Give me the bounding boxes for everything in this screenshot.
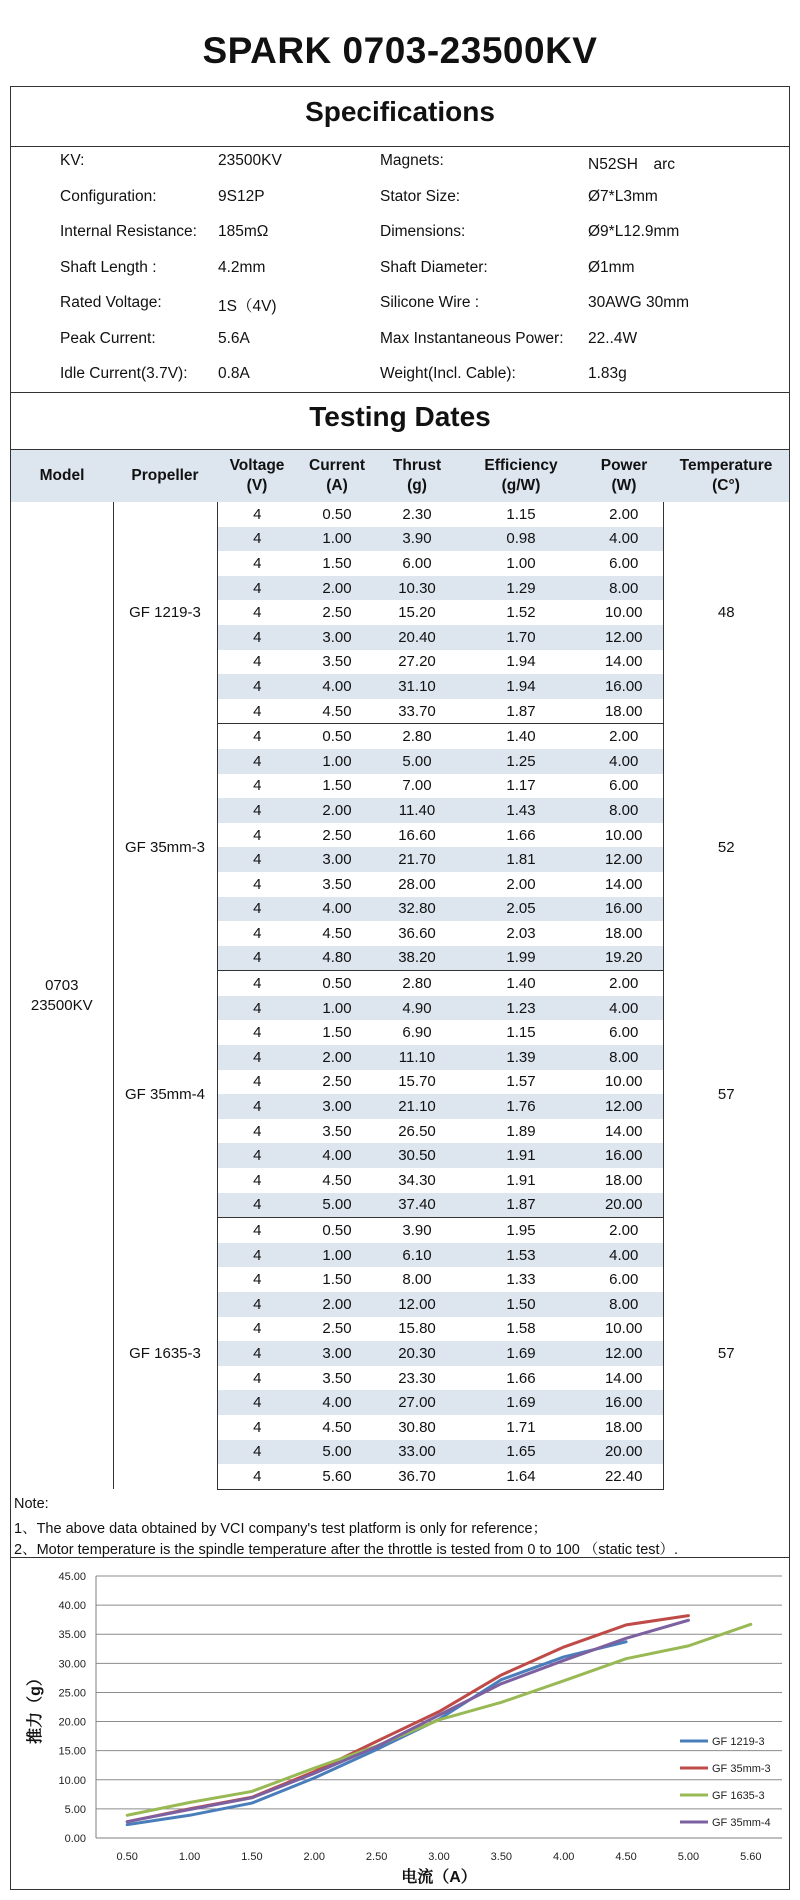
- table-cell: 15.20: [398, 604, 436, 622]
- table-cell: 1.95: [506, 1222, 536, 1240]
- table-cell: 12.00: [585, 1341, 663, 1366]
- table-cell: 3.90: [402, 1222, 432, 1240]
- column-header: Propeller: [113, 450, 217, 502]
- spec-value: Ø9*L12.9mm: [588, 223, 680, 240]
- table-cell: 1.69: [457, 1341, 585, 1366]
- note-line-1: 1、The above data obtained by VCI company's test platform is only for reference；: [14, 1521, 548, 1537]
- table-cell: 1.57: [506, 1073, 536, 1091]
- table-cell: 2.03: [506, 924, 536, 942]
- table-cell: 4: [253, 1171, 262, 1189]
- table-cell: 4.00: [585, 996, 663, 1021]
- table-cell: 1.15: [506, 1024, 536, 1042]
- table-cell: 2.50: [322, 826, 352, 844]
- table-cell: 4: [253, 505, 262, 523]
- x-axis-label: 电流（A）: [401, 1869, 477, 1886]
- table-cell: 6.00: [402, 554, 432, 572]
- table-cell: 4: [253, 728, 262, 746]
- spec-value: N52SH arc: [588, 156, 675, 173]
- table-cell: 31.10: [377, 674, 457, 699]
- table-cell: 27.20: [398, 653, 436, 671]
- spec-label: Configuration:: [60, 187, 157, 205]
- legend-label: GF 35mm-4: [712, 1817, 771, 1829]
- table-cell: 1.50: [322, 554, 352, 572]
- y-tick-label: 40.00: [58, 1600, 86, 1613]
- table-cell: 5.00: [297, 1440, 377, 1465]
- series-line: [127, 1642, 626, 1825]
- table-cell: 0.50: [322, 728, 352, 746]
- table-cell: 4.80: [297, 946, 377, 971]
- table-cell: 1.91: [457, 1143, 585, 1168]
- table-cell: 1.40: [506, 975, 536, 993]
- note-line-2: 2、Motor temperature is the spindle temperature after the throttle is tested from 0 to 100 （static test）.: [14, 1542, 679, 1558]
- table-cell: 15.70: [398, 1073, 436, 1091]
- table-cell: 1.50: [322, 777, 352, 795]
- table-cell: 20.00: [585, 1440, 663, 1465]
- table-cell: 21.70: [377, 847, 457, 872]
- table-cell: 1.40: [506, 728, 536, 746]
- table-cell: 26.50: [398, 1122, 436, 1140]
- table-cell: 18.00: [604, 924, 643, 942]
- table-cell: 4: [253, 777, 262, 795]
- column-header: Voltage (V): [217, 450, 297, 502]
- y-tick-label: 25.00: [58, 1687, 86, 1700]
- x-tick-label: 5.60: [740, 1851, 762, 1863]
- table-cell: 18.00: [604, 1418, 643, 1436]
- table-cell: 12.00: [585, 1094, 663, 1119]
- table-cell: 36.60: [398, 924, 436, 942]
- table-cell: 18.00: [585, 699, 663, 724]
- table-cell: 37.40: [377, 1193, 457, 1218]
- table-cell: 20.30: [377, 1341, 457, 1366]
- table-cell: 1.64: [457, 1464, 585, 1489]
- table-row: [11, 971, 789, 996]
- y-tick-label: 15.00: [58, 1745, 86, 1758]
- table-cell: 6.00: [609, 554, 639, 572]
- spec-label: Rated Voltage:: [60, 294, 162, 311]
- table-cell: 10.00: [604, 826, 643, 844]
- spec-value: Ø1mm: [588, 258, 635, 276]
- propeller-cell: GF 35mm-3: [113, 724, 217, 971]
- thrust-current-chart: [0, 1558, 800, 1898]
- table-cell: 2.00: [609, 975, 639, 993]
- note-heading: Note:: [14, 1496, 49, 1512]
- propeller-cell: GF 35mm-4: [113, 971, 217, 1218]
- spec-value: 23500KV: [218, 152, 282, 169]
- table-cell: 7.00: [402, 777, 432, 795]
- table-cell: 6.90: [402, 1024, 432, 1042]
- table-cell: 1.58: [506, 1320, 536, 1338]
- table-cell: 0.50: [322, 505, 352, 523]
- table-cell: 4: [217, 1243, 297, 1268]
- table-cell: 12.00: [585, 847, 663, 872]
- table-cell: 5.00: [377, 749, 457, 774]
- table-cell: 2.00: [609, 728, 639, 746]
- temperature-cell: 48: [663, 502, 789, 724]
- table-cell: 4: [217, 625, 297, 650]
- table-cell: 19.20: [585, 946, 663, 971]
- table-cell: 2.50: [322, 1320, 352, 1338]
- table-cell: 30.80: [398, 1418, 436, 1436]
- table-cell: 33.00: [377, 1440, 457, 1465]
- table-cell: 1.00: [297, 527, 377, 552]
- table-cell: 34.30: [398, 1171, 436, 1189]
- spec-value: 185mΩ: [218, 223, 269, 240]
- table-row: [11, 724, 789, 749]
- x-tick-label: 3.00: [428, 1851, 450, 1863]
- table-cell: 1.00: [297, 749, 377, 774]
- temperature-cell: 57: [663, 1218, 789, 1490]
- table-cell: 1.43: [457, 798, 585, 823]
- y-tick-label: 20.00: [58, 1716, 86, 1729]
- table-cell: 11.10: [377, 1045, 457, 1070]
- table-cell: 16.60: [398, 826, 436, 844]
- spec-label: Magnets:: [380, 152, 444, 169]
- table-cell: 36.70: [377, 1464, 457, 1489]
- table-cell: 0.98: [457, 527, 585, 552]
- table-cell: 4.00: [585, 527, 663, 552]
- table-cell: 38.20: [377, 946, 457, 971]
- table-cell: 1.33: [506, 1271, 536, 1289]
- table-cell: 16.00: [585, 674, 663, 699]
- table-cell: 1.50: [322, 1024, 352, 1042]
- table-cell: 6.00: [609, 777, 639, 795]
- table-cell: 27.00: [377, 1390, 457, 1415]
- table-cell: 4: [217, 1292, 297, 1317]
- x-tick-label: 4.00: [553, 1851, 575, 1863]
- table-cell: 4: [253, 1271, 262, 1289]
- table-cell: 4: [217, 699, 297, 724]
- spec-value: 22..4W: [588, 329, 638, 347]
- table-cell: 1.00: [297, 1243, 377, 1268]
- table-cell: 1.53: [457, 1243, 585, 1268]
- y-tick-label: 5.00: [64, 1803, 86, 1816]
- table-cell: 2.00: [609, 1222, 639, 1240]
- table-cell: 1.39: [457, 1045, 585, 1070]
- table-cell: 2.30: [402, 505, 432, 523]
- table-cell: 1.50: [322, 1271, 352, 1289]
- y-tick-label: 30.00: [58, 1658, 86, 1671]
- table-cell: 16.00: [585, 1390, 663, 1415]
- table-cell: 4: [253, 554, 262, 572]
- legend-label: GF 1635-3: [712, 1790, 765, 1802]
- table-cell: 1.91: [506, 1171, 536, 1189]
- table-cell: 1.69: [457, 1390, 585, 1415]
- table-cell: 4: [253, 1320, 262, 1338]
- table-cell: 1.66: [506, 826, 536, 844]
- spec-label: Idle Current(3.7V):: [60, 365, 188, 382]
- table-cell: 1.94: [506, 653, 536, 671]
- table-cell: 1.87: [457, 699, 585, 724]
- table-cell: 4: [217, 897, 297, 922]
- y-tick-label: 0.00: [64, 1833, 86, 1845]
- table-cell: 16.00: [585, 1143, 663, 1168]
- column-header: Efficiency (g/W): [457, 450, 585, 502]
- table-cell: 3.50: [322, 1369, 352, 1387]
- column-header: Model: [11, 450, 113, 502]
- table-cell: 1.70: [457, 625, 585, 650]
- table-cell: 4: [253, 604, 262, 622]
- table-cell: 2.50: [322, 604, 352, 622]
- table-cell: 8.00: [585, 1045, 663, 1070]
- table-cell: 3.50: [322, 653, 352, 671]
- table-cell: 21.10: [377, 1094, 457, 1119]
- table-cell: 6.10: [377, 1243, 457, 1268]
- table-cell: 3.90: [377, 527, 457, 552]
- table-cell: 1.81: [457, 847, 585, 872]
- table-cell: 4: [253, 1418, 262, 1436]
- table-cell: 0.50: [322, 975, 352, 993]
- spec-label: Internal Resistance:: [60, 223, 197, 240]
- series-line: [127, 1624, 751, 1815]
- legend-label: GF 35mm-3: [712, 1763, 771, 1775]
- table-cell: 4: [217, 1143, 297, 1168]
- spec-value: 1S（4V): [218, 298, 277, 315]
- table-cell: 4: [217, 1094, 297, 1119]
- page-title: SPARK 0703-23500KV: [202, 30, 598, 71]
- table-cell: 1.99: [457, 946, 585, 971]
- table-cell: 4: [217, 1045, 297, 1070]
- table-cell: 20.00: [585, 1193, 663, 1218]
- temperature-cell: 57: [663, 971, 789, 1218]
- y-tick-label: 45.00: [58, 1571, 86, 1583]
- table-cell: 4.00: [585, 749, 663, 774]
- y-tick-label: 35.00: [58, 1629, 86, 1642]
- table-cell: 2.00: [506, 875, 536, 893]
- specifications-heading: Specifications: [305, 96, 495, 127]
- spec-value: Ø7*L3mm: [588, 187, 658, 205]
- spec-label: Weight(Incl. Cable):: [380, 365, 516, 382]
- table-cell: 3.50: [322, 1122, 352, 1140]
- legend-label: GF 1219-3: [712, 1736, 765, 1748]
- table-cell: 4: [217, 576, 297, 601]
- table-cell: 4.50: [322, 1418, 352, 1436]
- table-cell: 14.00: [604, 875, 643, 893]
- table-cell: 10.00: [604, 604, 643, 622]
- model-cell: 0703 23500KV: [11, 502, 113, 1489]
- table-cell: 4.50: [322, 1171, 352, 1189]
- spec-value: 4.2mm: [218, 258, 266, 276]
- table-cell: 4: [217, 847, 297, 872]
- divider: [10, 392, 790, 393]
- table-cell: 4: [253, 1222, 262, 1240]
- table-cell: 5.00: [297, 1193, 377, 1218]
- table-cell: 4: [217, 946, 297, 971]
- spec-label: Silicone Wire :: [380, 294, 480, 311]
- table-cell: 4: [253, 1122, 262, 1140]
- spec-label: Max Instantaneous Power:: [380, 329, 564, 347]
- table-cell: 4: [253, 924, 262, 942]
- table-cell: 4: [217, 1464, 297, 1489]
- table-cell: 1.94: [457, 674, 585, 699]
- table-cell: 1.25: [457, 749, 585, 774]
- table-cell: 20.40: [377, 625, 457, 650]
- table-cell: 32.80: [377, 897, 457, 922]
- temperature-cell: 52: [663, 724, 789, 971]
- propeller-cell: GF 1219-3: [113, 502, 217, 724]
- spec-value: 9S12P: [218, 187, 265, 205]
- table-cell: 2.00: [297, 1045, 377, 1070]
- table-cell: 8.00: [585, 1292, 663, 1317]
- table-cell: 1.87: [457, 1193, 585, 1218]
- testing-data-table: [11, 450, 789, 1490]
- table-cell: 4: [217, 996, 297, 1021]
- table-cell: 4.50: [297, 699, 377, 724]
- table-cell: 12.00: [585, 625, 663, 650]
- table-cell: 6.00: [609, 1024, 639, 1042]
- table-cell: 2.80: [402, 728, 432, 746]
- table-cell: 4.50: [322, 924, 352, 942]
- table-cell: 1.50: [457, 1292, 585, 1317]
- x-tick-label: 1.50: [241, 1851, 263, 1863]
- table-cell: 30.50: [377, 1143, 457, 1168]
- table-cell: 4: [253, 1024, 262, 1042]
- table-cell: 5.60: [297, 1464, 377, 1489]
- table-cell: 4: [217, 749, 297, 774]
- table-cell: 4: [253, 826, 262, 844]
- table-cell: 3.00: [297, 625, 377, 650]
- x-tick-label: 2.00: [303, 1851, 325, 1863]
- spec-label: Peak Current:: [60, 329, 156, 347]
- table-cell: 16.00: [585, 897, 663, 922]
- column-header: Temperature (C°): [663, 450, 789, 502]
- table-cell: 1.76: [457, 1094, 585, 1119]
- column-header: Power (W): [585, 450, 663, 502]
- table-cell: 3.50: [322, 875, 352, 893]
- table-cell: 3.00: [297, 847, 377, 872]
- table-cell: 4.00: [297, 897, 377, 922]
- table-cell: 4: [253, 653, 262, 671]
- table-cell: 4: [217, 1341, 297, 1366]
- spec-value: 0.8A: [218, 365, 250, 382]
- x-tick-label: 2.50: [365, 1851, 388, 1863]
- table-cell: 4: [217, 1390, 297, 1415]
- column-header: Current (A): [297, 450, 377, 502]
- table-cell: 10.00: [604, 1320, 643, 1338]
- spec-value: 5.6A: [218, 329, 250, 347]
- table-cell: 11.40: [377, 798, 457, 823]
- y-tick-label: 10.00: [58, 1774, 86, 1787]
- table-cell: 8.00: [585, 798, 663, 823]
- x-tick-label: 0.50: [116, 1851, 138, 1863]
- x-tick-label: 4.50: [615, 1851, 637, 1863]
- table-cell: 0.50: [322, 1222, 352, 1240]
- table-cell: 1.52: [506, 604, 536, 622]
- table-cell: 2.00: [297, 1292, 377, 1317]
- table-cell: 14.00: [604, 653, 643, 671]
- divider: [10, 146, 790, 147]
- table-cell: 2.00: [297, 576, 377, 601]
- table-cell: 1.65: [457, 1440, 585, 1465]
- spec-label: Stator Size:: [380, 187, 461, 205]
- spec-label: Shaft Diameter:: [380, 258, 488, 276]
- table-cell: 1.00: [297, 996, 377, 1021]
- table-cell: 6.00: [609, 1271, 639, 1289]
- table-cell: 4: [253, 875, 262, 893]
- table-cell: 4: [217, 674, 297, 699]
- x-tick-label: 5.00: [677, 1851, 700, 1863]
- table-cell: 4.00: [297, 674, 377, 699]
- table-cell: 1.17: [506, 777, 536, 795]
- series-line: [127, 1620, 688, 1821]
- table-cell: 3.00: [297, 1094, 377, 1119]
- table-cell: 4: [217, 798, 297, 823]
- table-cell: 4: [217, 1193, 297, 1218]
- table-cell: 10.00: [604, 1073, 643, 1091]
- table-cell: 4.00: [585, 1243, 663, 1268]
- table-cell: 14.00: [604, 1122, 643, 1140]
- table-cell: 4: [217, 1440, 297, 1465]
- table-cell: 1.66: [506, 1369, 536, 1387]
- table-cell: 4: [217, 527, 297, 552]
- table-cell: 2.00: [609, 505, 639, 523]
- table-cell: 28.00: [398, 875, 436, 893]
- spec-label: KV:: [60, 152, 85, 169]
- column-header: Thrust (g): [377, 450, 457, 502]
- table-cell: 4: [253, 1369, 262, 1387]
- spec-value: 30AWG 30mm: [588, 294, 690, 311]
- table-cell: 4.00: [297, 1143, 377, 1168]
- x-tick-label: 1.00: [178, 1851, 201, 1863]
- table-cell: 2.80: [402, 975, 432, 993]
- table-cell: 15.80: [398, 1320, 436, 1338]
- table-row: [11, 502, 789, 527]
- table-cell: 1.00: [506, 554, 536, 572]
- table-cell: 10.30: [377, 576, 457, 601]
- spec-value: 1.83g: [588, 365, 627, 382]
- table-cell: 18.00: [604, 1171, 643, 1189]
- table-cell: 1.29: [457, 576, 585, 601]
- table-cell: 1.23: [457, 996, 585, 1021]
- table-cell: 14.00: [604, 1369, 643, 1387]
- table-cell: 23.30: [398, 1369, 436, 1387]
- table-cell: 33.70: [377, 699, 457, 724]
- table-row: [11, 1218, 789, 1243]
- table-cell: 2.50: [322, 1073, 352, 1091]
- table-cell: 4: [253, 1073, 262, 1091]
- y-axis-label: 推力（g）: [27, 1670, 44, 1744]
- table-cell: 1.15: [506, 505, 536, 523]
- table-cell: 2.00: [297, 798, 377, 823]
- table-cell: 8.00: [402, 1271, 432, 1289]
- spec-label: Dimensions:: [380, 223, 466, 240]
- table-cell: 4: [253, 975, 262, 993]
- spec-label: Shaft Length :: [60, 258, 157, 276]
- table-cell: 8.00: [585, 576, 663, 601]
- table-cell: 2.05: [457, 897, 585, 922]
- table-cell: 4.90: [377, 996, 457, 1021]
- propeller-cell: GF 1635-3: [113, 1218, 217, 1490]
- x-tick-label: 3.50: [490, 1851, 513, 1863]
- table-cell: 1.89: [506, 1122, 536, 1140]
- table-cell: 12.00: [377, 1292, 457, 1317]
- table-cell: 1.71: [506, 1418, 536, 1436]
- table-cell: 22.40: [585, 1464, 663, 1489]
- table-cell: 4.00: [297, 1390, 377, 1415]
- table-cell: 3.00: [297, 1341, 377, 1366]
- testing-dates-heading: Testing Dates: [309, 401, 491, 432]
